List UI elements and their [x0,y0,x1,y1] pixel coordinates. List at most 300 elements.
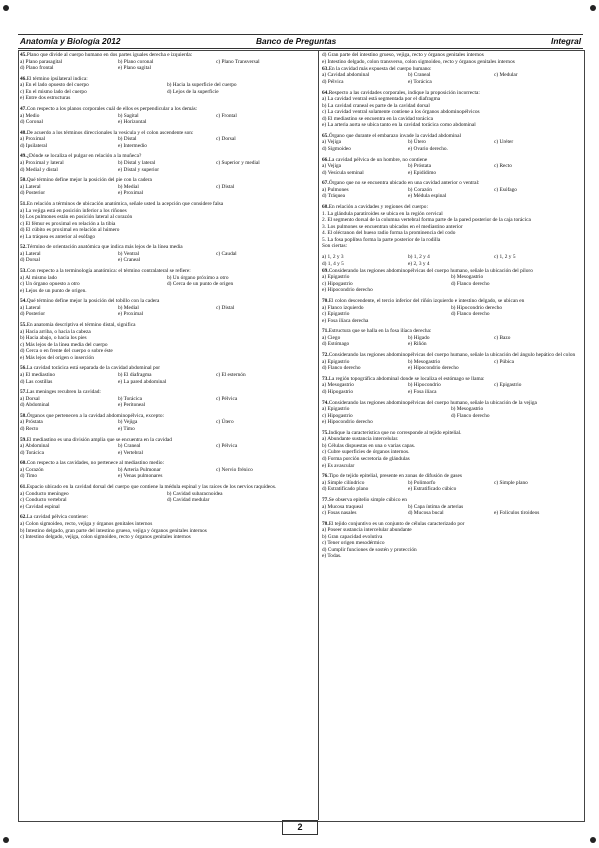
question-text: Las meninges recubren la cavidad: [26,389,101,396]
question-number: 65. [322,132,329,139]
question-item [20,268,314,294]
answer-option: b) Próstata [407,163,431,170]
answer-options [322,211,580,250]
answer-option: b) Craneal [407,72,431,79]
answer-option: c) Púbica [493,358,514,365]
question-text: De acuerdo a los términos direccionales la vesícula y el colon ascendente son: [26,129,194,136]
question-number: 73. [322,375,329,382]
answer-option: c) Caudal [215,250,237,257]
answer-option: d) Forma porción secretoria de glándulas [322,456,410,463]
question-text: El mediastino es una división amplia que se encuentra en la cavidad [26,436,172,443]
question-number: 49. [20,153,27,160]
question-item [20,52,314,72]
answer-option: d) Mucosa bucal [407,510,444,517]
question-text: En relación a cavidades y regiones del cuerpo: [328,204,428,211]
answer-option: e) Folículos tiroideos [493,510,540,517]
answer-option: b) Mesogastrio [451,406,484,413]
question-item [322,352,580,372]
page-header [18,34,583,49]
answer-option: e) Hipocondrio derecho [322,287,373,294]
answer-option: d) Recto [20,426,39,433]
question-item [20,514,314,540]
answer-option: e) Craneal [117,257,141,264]
question-text: En relación a términos de ubicación anatómica, señale usted la acepción que considere falsa [26,200,224,207]
column-divider [318,50,319,820]
question-text: Órgano que durante el embarazo invade la cavidad abdominal [328,132,461,139]
answer-option: e) Todas. [322,553,342,560]
answer-option: a) Lateral [20,183,41,190]
answer-options [20,59,314,72]
question-item [322,376,580,396]
answer-option: a) Al mismo lado [20,274,57,281]
answer-option: b) Distal y lateral [117,160,156,167]
answer-options [20,419,314,432]
answer-options [20,275,314,295]
answer-option: d) Pélvica [322,78,344,85]
question-item [322,52,580,65]
answer-option: e) Vertebral [117,449,143,456]
answer-option: c) Simple plano [493,479,528,486]
answer-option: e) Médula espinal [407,193,447,200]
answer-option: c) Útero [215,419,234,426]
answer-options [322,335,580,348]
answer-option: a) Flanco izquierdo [322,304,364,311]
answer-option: e) Plano sagital [117,65,151,72]
answer-option: b) 1, 2 y 4 [407,254,430,261]
answer-option: a) La cavidad ventral está segmentada por el diafragma [322,96,441,103]
answer-option: c) Medular [493,72,518,79]
answer-option: b) Torácica [117,395,142,402]
page-number: 2 [282,820,318,835]
answer-options [20,521,314,541]
question-number: 46. [20,75,27,82]
question-number: 56. [20,365,27,372]
answer-option: b) Medial [117,304,139,311]
answer-option: c) Uréter [493,139,514,146]
answer-options [322,274,580,294]
answer-option: e) Epidídimo [407,169,437,176]
question-text: Considerando las regiones abdominopélvicas del cuerpo humano, señale la ubicación de la vejiga [328,399,537,406]
answer-option: d) Dorsal [20,257,41,264]
answer-options [322,187,580,200]
answer-option: e) Ovario derecho. [407,145,448,152]
answer-option: a) Pulmones [322,186,349,193]
question-item [322,90,580,129]
answer-options [322,305,580,325]
answer-option: b) Intestino delgado, gran parte del intestino grueso, vejiga y órganos genitales internos [20,527,207,534]
answer-option: d) Cavidad medular [167,497,210,504]
answer-option: b) Craneal [117,443,141,450]
answer-option: b) Gran capacidad evolutiva [322,533,383,540]
question-number: 48. [20,129,27,136]
answer-option: e) Hipocondrio derecho [322,419,373,426]
question-item [20,484,314,510]
answer-option: c) Plano Transversal [215,58,260,65]
question-text: Se observa epitelio simple cúbico en [328,496,407,503]
answer-option: e) Proximal [117,190,144,197]
answer-option: d) Torácica [20,449,45,456]
corner-mark-top-left [3,5,9,11]
answer-option: e) Es avascular [322,462,355,469]
answer-option: d) Sigmoideo [322,145,351,152]
question-text: Término de orientación anatómica que indica más lejos de la línea media [26,244,183,251]
answer-option: b) Medial [117,183,139,190]
answer-option: d) Ipsilateral [20,142,48,149]
corner-mark-bottom-left [3,837,9,843]
answer-option: c) Más lejos de la línea media del cuerpo [20,341,108,348]
question-text: La cavidad torácica está separada de la cavidad abdominal por [26,365,161,372]
answer-option: d) El cúbito es proximal en relación al húmero [20,227,120,234]
answer-option: e) Horizontal [117,119,147,126]
answer-option: e) Fosa ilíaca [407,388,437,395]
question-number: 60. [20,460,27,467]
answer-options [20,184,314,197]
question-number: 45. [20,52,27,58]
answer-option: a) Plano parasagital [20,58,63,65]
answer-option: c) Nervio frénico [215,466,253,473]
answer-option: a) Lateral [20,250,41,257]
question-item [20,106,314,126]
answer-option: c) Intestino delgado, vejiga, colon sigmoideo, recto y órganos genitales internos [20,534,191,541]
answer-options [322,436,580,469]
answer-option: c) Hipogastrio [322,280,353,287]
answer-options [20,136,314,149]
answer-options [322,382,580,395]
answer-option: c) Recto [493,163,512,170]
question-number: 67. [322,180,329,187]
question-number: 59. [20,436,27,443]
answer-option: e) Cavidad espinal [20,503,60,510]
question-text: ¿Dónde se localiza el pulgar en relación a la muñeca? [26,153,142,160]
answer-options [322,163,580,176]
question-number: 57. [20,389,27,396]
answer-option: 3. Los pulmones se encuentran ubicados en el mediastino anterior [322,223,463,230]
question-number: 58. [20,412,27,419]
answer-option: e) Lejos de un punto de origen. [20,287,87,294]
question-text: Espacio ubicado en la cavidad dorsal del cuerpo que contiene la médula espinal y las raíces de los nervios raquídeos. [26,484,277,491]
answer-options [20,305,314,318]
answer-option: a) En el lado opuesto del cuerpo [20,82,89,89]
answer-option: a) Hacia arriba, o hacia la cabeza [20,328,91,335]
answer-options [20,82,314,102]
answer-option: a) Simple cilíndrico [322,479,365,486]
answer-option: a) Corazón [20,466,44,473]
answer-option: d) Flanco derecho [451,280,490,287]
answer-option: b) Polimorfo [407,479,436,486]
question-number: 78. [322,520,329,527]
answer-option: a) Epigastrio [322,358,350,365]
answer-option: b) El diafragma [117,372,152,378]
answer-option: d) Timo [20,473,38,480]
question-text: Con respecto a la terminología anatómica: el término contralateral se refiere: [26,268,191,275]
answer-option: a) Conducto meníngeo [20,490,69,497]
question-text: El tejido conjuntivo es un conjunto de células caracterizado por [328,520,465,527]
answer-option: b) Sagital [117,112,139,119]
question-number: 64. [322,89,329,96]
answer-option: b) Plano coronal [117,58,154,65]
answer-option: 4. El olécranon del hueso radio forma la prominencia del codo [322,230,456,237]
answer-options [20,467,314,480]
answer-option: c) Conducto vertebral [20,497,67,504]
answer-option: c) 1, 2 y 5 [493,254,516,261]
question-number: 55. [20,322,27,329]
question-number: 77. [322,496,329,503]
question-item [20,413,314,433]
left-question-column [20,52,314,545]
answer-option: e) Intermedio [117,142,147,149]
answer-option: d) Coronal [20,119,44,126]
answer-option: a) Ciego [322,334,341,341]
question-number: 50. [20,177,27,184]
answer-option: e) Más lejos del origen o inserción [20,354,94,361]
answer-option: b) La cavidad craneal es parte de la cavidad dorsal [322,102,430,109]
answer-option: d) Cerca de un punto de origen [167,281,234,288]
answer-option: a) Mesogastrio [322,382,354,389]
answer-options [322,527,580,560]
answer-option: b) Vejiga [117,419,138,426]
answer-option: d) Estómago [322,341,350,348]
question-number: 72. [322,352,329,359]
answer-option: c) En el mismo lado del cuerpo [20,88,87,95]
question-text: Considerando las regiones abdominopélvicas del cuerpo humano, señale la ubicación del píloro [328,267,533,274]
question-item [20,201,314,240]
answer-option: b) Mesogastrio [407,358,441,365]
question-number: 76. [322,473,329,480]
question-item [20,177,314,197]
question-item [20,76,314,102]
answer-option: c) Hipogastrio [322,412,353,419]
answer-option: e) Entre dos estructuras [20,95,71,102]
answer-option: b) Distal [117,136,137,143]
question-text: Tipo de tejido epitelial, presente en zonas de difusión de gases [328,473,462,480]
question-text: Con respecto a las cavidades, no pertenece al mediastino medio: [26,460,165,467]
answer-option: c) Distal [215,304,235,311]
answer-option: b) Hipocondrio [407,382,441,389]
answer-option: Son ciertas: [322,243,348,250]
answer-option: d) Cerca o en frente del cuerpo o sobre éste [20,348,113,355]
answer-option: a) Colon sigmoideo, recto, vejiga y órganos genitales internos [20,520,153,527]
question-number: 74. [322,399,329,406]
corner-mark-bottom-right [590,837,596,843]
answer-option: e) 2, 3 y 4 [407,260,430,267]
answer-option: c) Tener origen mesodérmico [322,540,385,547]
answer-options [322,480,580,493]
question-number: 52. [20,244,27,251]
answer-option: d) Vesícula seminal [322,169,364,176]
question-text: Qué término define mejor la posición del tobillo con la cadera [26,298,160,305]
question-item [322,298,580,324]
answer-option: 2. El segmento dorsal de la columna vertebral forma parte de la pared posterior de la caja torácica [322,217,531,224]
answer-option: e) Estratificado cúbico [407,486,457,493]
answer-option: a) Proximal y lateral [20,160,64,167]
question-item [20,365,314,385]
answer-options [322,72,580,85]
right-question-column [322,52,580,564]
answer-option: c) Dorsal [215,136,236,143]
answer-option: e) La tráquea es anterior al esófago [20,233,96,240]
question-number: 75. [322,429,329,436]
question-text: En anatomía descriptiva el término distal, significa [26,322,136,329]
answer-option: e) La arteria aorta se ubica tanto en la cavidad torácica como abdominal [322,122,476,129]
answer-option: c) Distal [215,183,235,190]
answer-options [322,406,580,426]
answer-option: d) Lejos de la superficie [167,88,219,95]
answer-option: b) Un órgano próximo a otro [167,274,229,281]
answer-option: a) El mediastino [20,372,56,378]
question-number: 63. [322,65,329,72]
question-item [322,66,580,86]
question-text: Plano que divide al cuerpo humano en dos partes iguales derecha e izquierda: [26,52,193,58]
answer-option: c) Fosas nasales [322,510,357,517]
answer-option: d) Abdominal [20,402,50,409]
answer-option: d) Plano frontal [20,65,54,72]
question-text: La cavidad pélvica contiene: [26,514,88,521]
question-item [322,473,580,493]
question-number: 61. [20,484,27,491]
answer-option: b) Mesogastrio [451,274,484,281]
answer-option: b) Hígado [407,334,430,341]
answer-option: a) La vejiga está en posición inferior a los riñones [20,207,127,214]
answer-option: a) Próstata [20,419,43,426]
answer-option: c) Frontal [215,112,237,119]
answer-option: d) Estratificado plano [322,486,369,493]
answer-option: a) Proximal [20,136,46,143]
answer-options [20,329,314,362]
answer-option: a) Vejiga [322,139,342,146]
answer-option: a) Epigastrio [322,274,350,281]
question-item [20,322,314,361]
answer-options [322,139,580,152]
answer-option: b) Células dispuestas en una o varias capas. [322,442,416,449]
question-text: Respecto a las cavidades corporales, indique la proposición incorrecta: [328,89,480,96]
question-text: Órgano que no se encuentra ubicado en una cavidad anterior o ventral: [328,180,480,187]
answer-option: d) Tráquea [322,193,346,200]
question-number: 53. [20,268,27,275]
answer-option: c) Esófago [493,186,517,193]
question-item [322,497,580,517]
answer-options [322,504,580,517]
answer-options [322,52,580,65]
answer-options [20,491,314,511]
answer-option: b) Los pulmones están en posición lateral al corazón [20,214,133,221]
answer-option: a) Poseer sustancia intercelular abundante [322,527,412,534]
question-text: Estructura que se halla en la fosa ilíaca derecha: [328,328,432,335]
question-text: Indique la característica que no corresponde al tejido epitelial. [328,429,462,436]
answer-option: a) Vejiga [322,163,342,170]
answer-option: d) 1, 4 y 5 [322,260,344,267]
answer-option: d) Posterior [20,311,46,318]
answer-option: b) Hipocondrio derecho [451,304,503,311]
answer-option: e) Peritoneal [117,402,146,409]
question-item [322,521,580,560]
header-cycle: Integral [551,36,581,46]
question-text: Órganos que pertenecen a la cavidad abdominopélvica, excepto: [26,412,164,419]
answer-option: e) Distal y superior [117,166,160,173]
answer-option: d) Gran parte del intestino grueso, vejiga, recto y órganos genitales internos [322,52,484,58]
answer-options [20,208,314,241]
answer-options [20,113,314,126]
answer-option: c) Superior y medial [215,160,260,167]
question-text: La cavidad pélvica de un hombre, no contiene [328,156,428,163]
answer-options [20,251,314,264]
question-text: Con respecto a los planos corporales cuál de ellos es perpendicular a los demás: [26,106,198,113]
answer-option: c) La cavidad ventral solamente contiene a los órganos abdominopélvicos [322,109,480,116]
question-number: 47. [20,106,27,113]
answer-option: b) Ventral [117,250,140,257]
answer-option: e) Proximal [117,311,144,318]
answer-option: b) Corazón [407,186,432,193]
question-item [322,180,580,200]
question-item [322,268,580,294]
answer-options [20,372,314,385]
question-number: 66. [322,156,329,163]
answer-options [20,160,314,173]
answer-option: c) Epigastrio [322,311,350,318]
answer-option: 1. La glándula paratiroides se ubica en la región cervical [322,210,443,217]
question-number: 71. [322,328,329,335]
answer-options [20,396,314,409]
question-text: En la cavidad más expuesta del cuerpo humano: [328,65,432,72]
question-item [20,153,314,173]
answer-option: e) Timo [117,426,135,433]
answer-option: b) Hacia abajo, o hacia los pies [20,335,87,342]
answer-options [322,359,580,372]
header-course-title: Anatomía y Biología 2012 [20,36,121,46]
question-item [322,157,580,177]
answer-option: a) Mucosa traqueal [322,503,363,510]
question-text: El término ipsilateral indica: [26,75,88,82]
answer-options [20,443,314,456]
question-item [20,389,314,409]
answer-option: d) El mediastino se encuentra en la cavidad torácica [322,115,433,122]
answer-option: d) Hipogastrio [322,388,354,395]
answer-option: e) Fosa ilíaca derecha [322,317,369,324]
question-item [20,460,314,480]
question-item [322,328,580,348]
answer-option: a) Abdominal [20,443,50,450]
answer-option: c) Cubre superficies de órganos internos. [322,449,410,456]
answer-option: a) Cavidad abdominal [322,72,370,79]
question-item [322,254,580,267]
answer-option: c) El fémur es proximal en relación a la tibia [20,220,116,227]
answer-option: a) Medio [20,112,40,119]
header-bank-title: Banco de Preguntas [256,36,337,46]
question-number: 54. [20,298,27,305]
answer-option: d) Las costillas [20,378,53,385]
answer-option: b) Capa íntima de arterias [407,503,464,510]
answer-option: c) Bazo [493,334,511,341]
answer-option: e) Torácica [407,78,432,85]
answer-option: b) Hacia la superficie del cuerpo [167,82,237,89]
answer-option: a) Lateral [20,304,41,311]
question-text: Considerando las regiones abdominopélvicas del cuerpo humano, señale la ubicación del ángulo hepático del colon [328,352,576,359]
question-item [322,204,580,250]
answer-option: e) Intestino delgado, colon transverso, colon sigmoideo, recto y órganos genitales internos [322,58,515,65]
answer-option: c) Un órgano opuesto a otro [20,281,80,288]
answer-option: d) Flanco derecho [322,365,361,372]
corner-mark-top-right [590,5,596,11]
answer-option: a) Abundante sustancia intercelular. [322,436,399,443]
answer-option: e) La pared abdominal [117,378,167,385]
answer-option: c) El esternón [215,372,246,378]
answer-option: b) Útero [407,139,426,146]
question-text: El colon descendente, el tercio inferior del riñón izquierdo e intestino delgado, se ubican en [328,298,525,305]
answer-options [322,96,580,129]
answer-option: e) Riñón [407,341,427,348]
answer-option: d) Posterior [20,190,46,197]
question-text: Qué término define mejor la posición del pie con la cadera [26,177,152,184]
answer-option: e) Venas pulmonares [117,473,163,480]
